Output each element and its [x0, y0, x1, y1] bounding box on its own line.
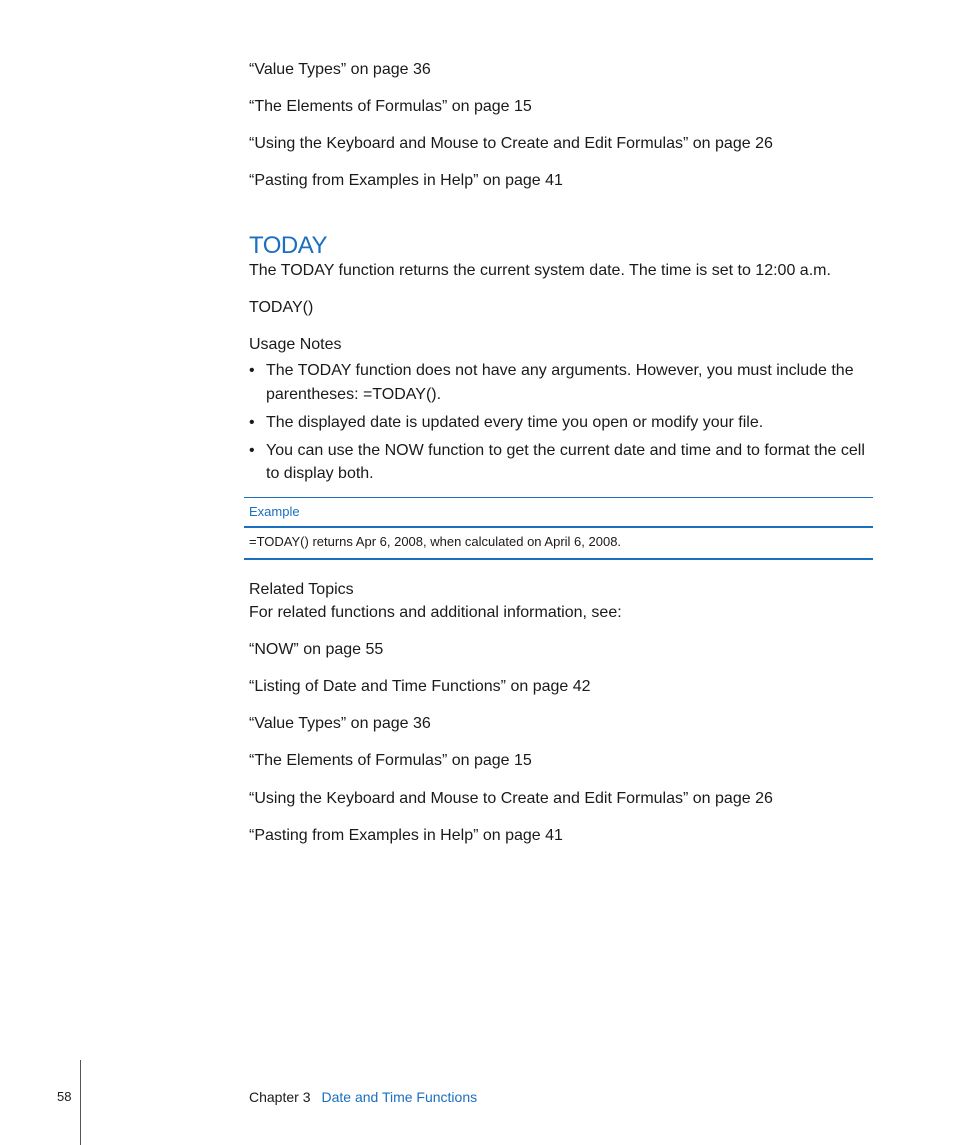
cross-reference-link[interactable]: “Listing of Date and Time Functions” on page 42	[249, 678, 591, 695]
function-syntax	[249, 298, 313, 318]
related-topics-heading: Related Topics	[249, 581, 354, 598]
footer-chapter	[249, 1089, 477, 1105]
page-number: 58	[57, 1089, 72, 1104]
bullet-glyph: •	[249, 441, 255, 459]
list-item-text: You can use the NOW function to get the current date and time and to format the cell to display both.	[266, 441, 865, 482]
example-text: =TODAY() returns Apr 6, 2008, when calculated on April 6, 2008.	[249, 534, 622, 549]
bullet-glyph: •	[249, 413, 255, 431]
bullet-glyph: •	[249, 362, 255, 379]
usage-notes-heading: Usage Notes	[249, 336, 342, 353]
list-item-text: The TODAY function does not have any arguments. However, you must include the parentheses: =TODAY().	[266, 362, 854, 403]
cross-reference-link[interactable]: “NOW” on page 55	[249, 641, 384, 658]
cross-reference-link[interactable]: “Value Types” on page 36	[249, 715, 431, 732]
list-item	[249, 359, 869, 406]
function-description: The TODAY function returns the current system date. The time is set to 12:00 a.m.	[249, 262, 831, 279]
related-topics-intro: For related functions and additional information, see:	[249, 604, 622, 621]
cross-reference-link[interactable]: “The Elements of Formulas” on page 15	[249, 98, 532, 115]
cross-reference-link[interactable]: “Using the Keyboard and Mouse to Create and Edit Formulas” on page 26	[249, 790, 773, 807]
usage-notes-list	[249, 359, 869, 490]
cross-reference-link[interactable]: “Pasting from Examples in Help” on page 41	[249, 827, 563, 844]
cross-reference-link[interactable]: “Using the Keyboard and Mouse to Create and Edit Formulas” on page 26	[249, 135, 773, 152]
chapter-title-link[interactable]: Date and Time Functions	[321, 1089, 478, 1105]
list-item	[249, 411, 869, 435]
example-heading: Example	[244, 498, 873, 528]
cross-reference-link[interactable]: “Value Types” on page 36	[249, 61, 431, 78]
syntax-function-name: TODAY	[249, 299, 303, 316]
chapter-label: Chapter 3	[249, 1089, 311, 1105]
cross-reference-link[interactable]: “Pasting from Examples in Help” on page 41	[249, 172, 563, 189]
section-title: TODAY	[249, 232, 327, 259]
example-table	[244, 497, 873, 560]
list-item	[249, 439, 869, 486]
list-item-text: The displayed date is updated every time you open or modify your file.	[266, 413, 764, 431]
cross-reference-link[interactable]: “The Elements of Formulas” on page 15	[249, 752, 532, 769]
syntax-arguments: ()	[302, 299, 314, 316]
footer-divider	[80, 1060, 81, 1145]
